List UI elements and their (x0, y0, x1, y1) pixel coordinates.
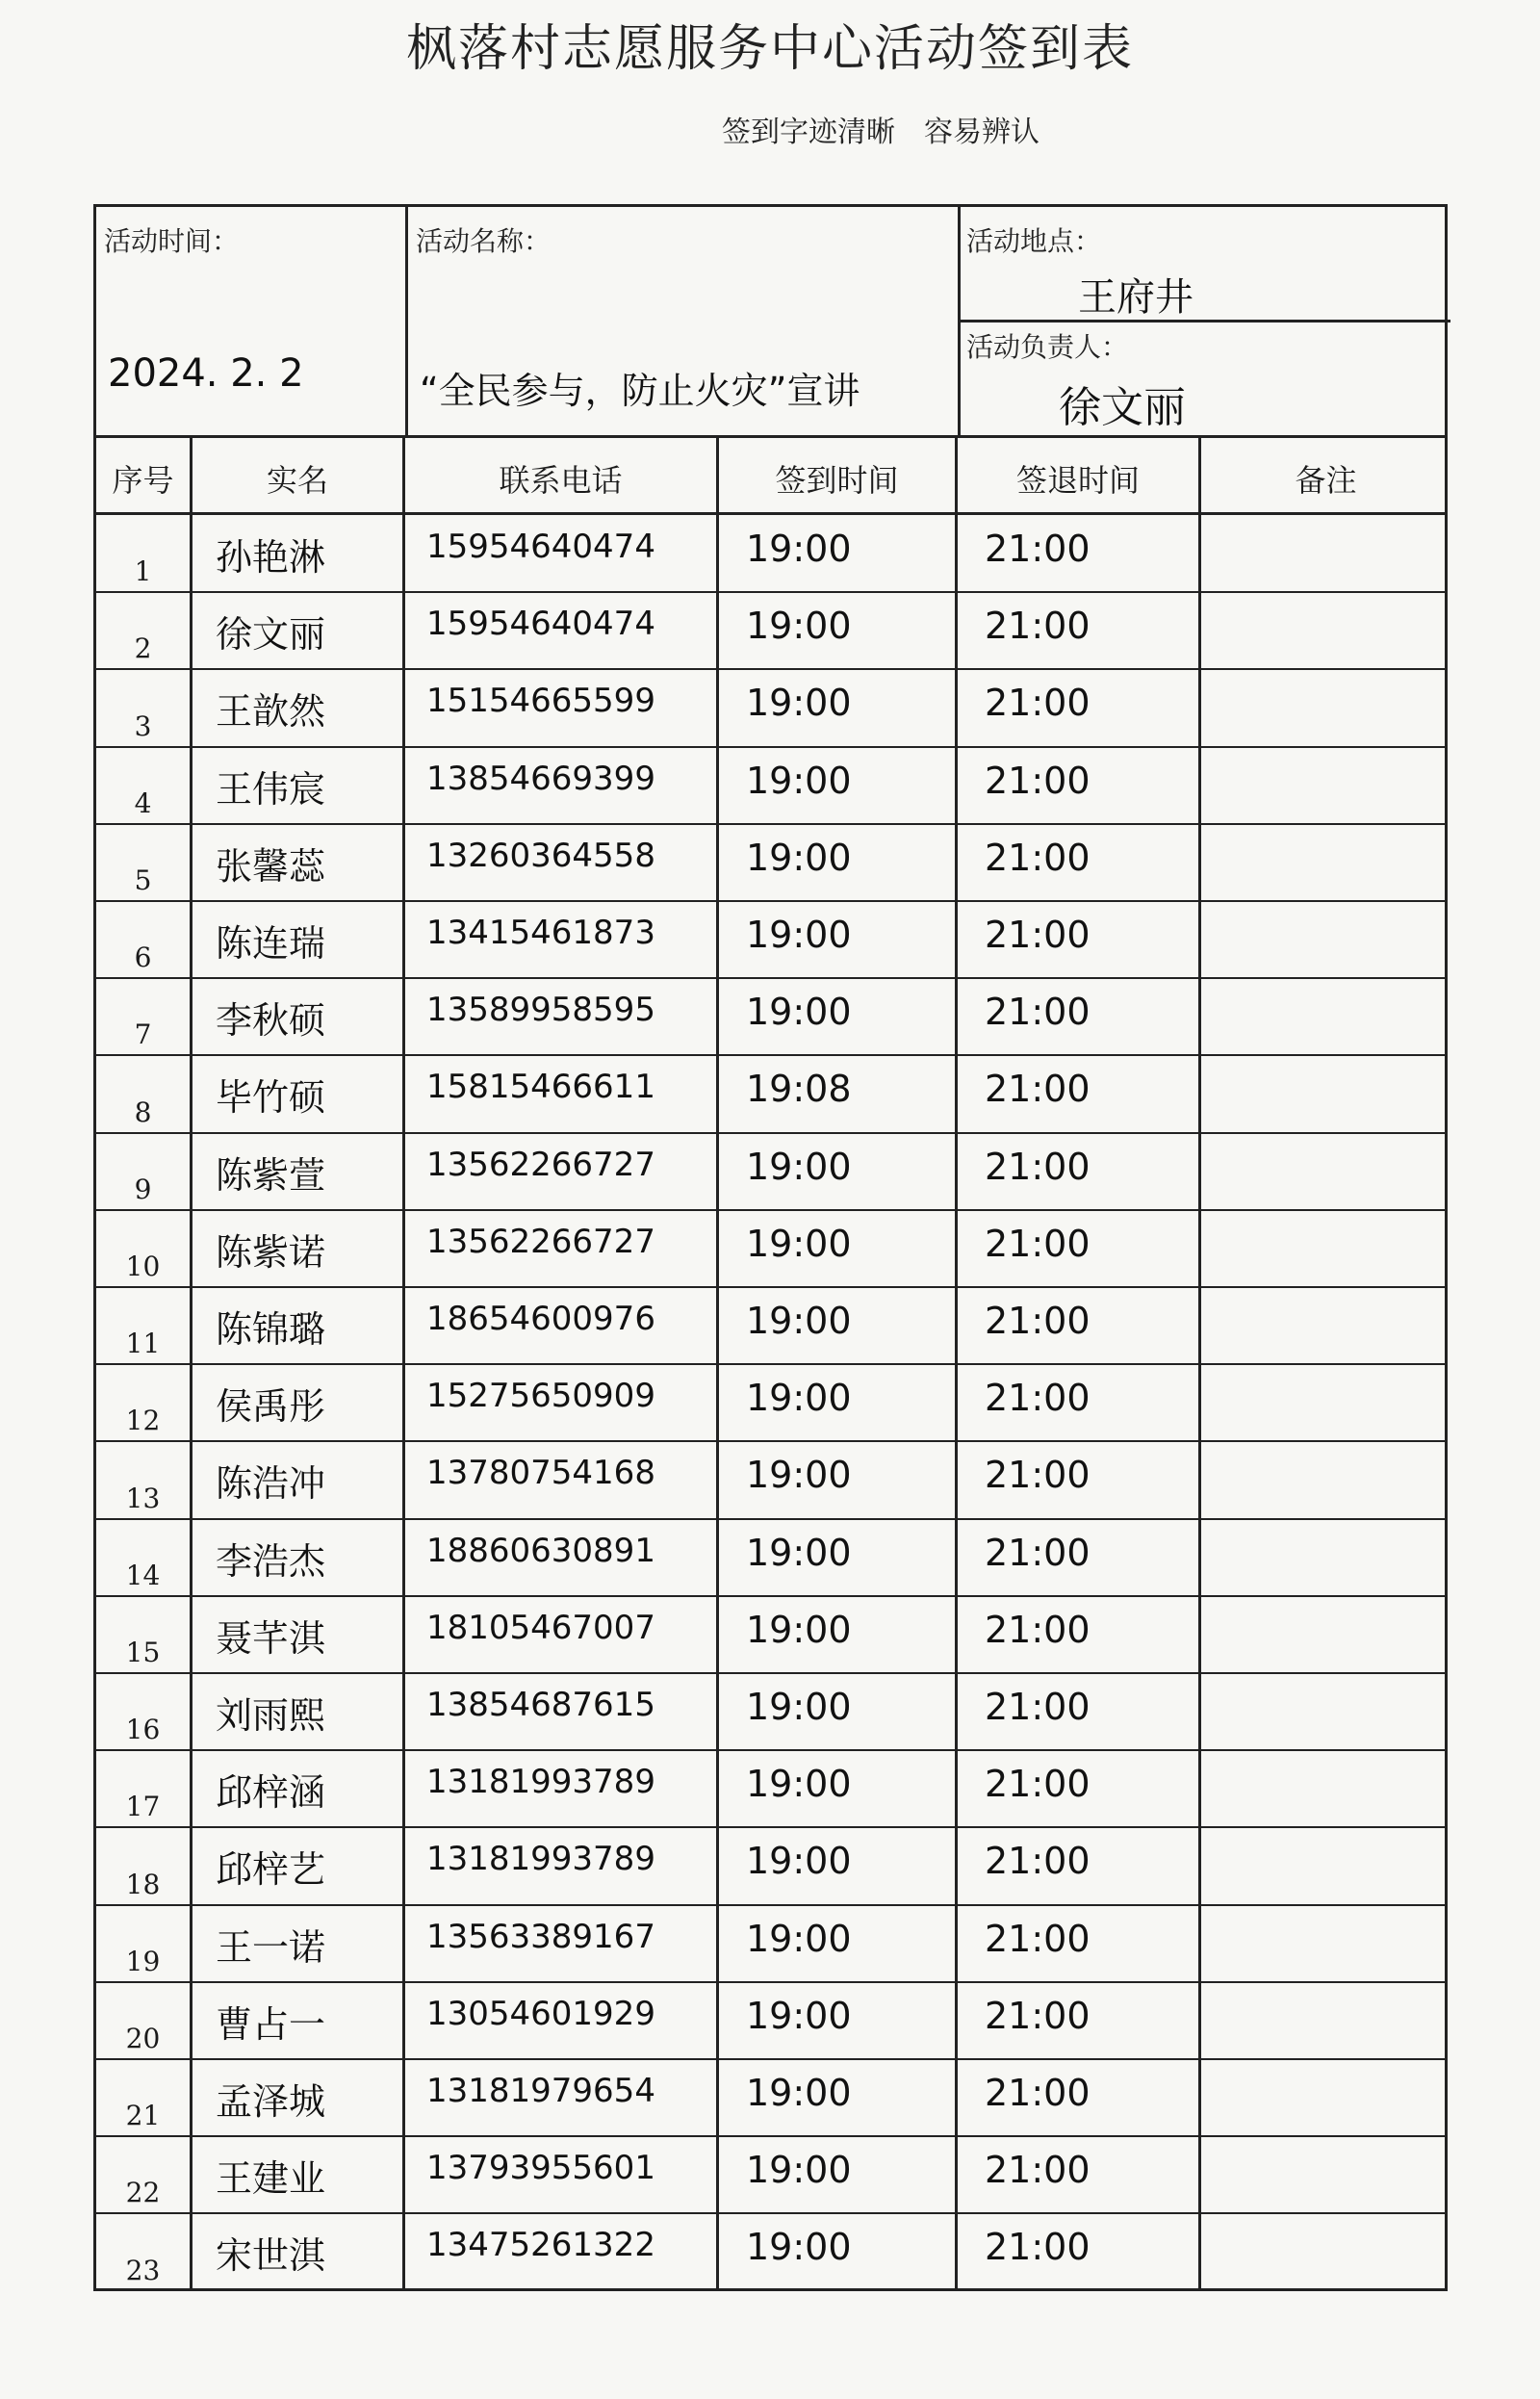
row-name: 刘雨熙 (216, 1694, 326, 1737)
table-row (96, 1518, 1445, 1597)
row-name: 李浩杰 (216, 1539, 326, 1583)
activity-leader-value: 徐文丽 (1059, 383, 1186, 432)
activity-info (96, 207, 1445, 438)
row-number: 14 (125, 1559, 161, 1591)
row-phone: 13563389167 (426, 1917, 655, 1956)
row-checkin-time: 19:08 (746, 1068, 852, 1111)
row-number: 1 (134, 555, 152, 588)
table-row (96, 1363, 1445, 1442)
activity-time-label: 活动时间： (104, 225, 240, 257)
row-checkout-time: 21:00 (985, 759, 1091, 802)
row-checkout-time: 21:00 (985, 682, 1091, 725)
header-name: 实名 (266, 462, 328, 499)
table-row (96, 2135, 1445, 2214)
row-number: 4 (134, 787, 152, 819)
row-checkout-time: 21:00 (985, 2226, 1091, 2269)
table-header (96, 435, 1445, 515)
row-checkout-time: 21:00 (985, 1454, 1091, 1497)
row-checkin-time: 19:00 (746, 2072, 852, 2114)
header-phone: 联系电话 (499, 462, 623, 499)
row-checkout-time: 21:00 (985, 1608, 1091, 1651)
table-row (96, 514, 1445, 593)
row-checkin-time: 19:00 (746, 528, 852, 570)
table-row (96, 591, 1445, 670)
row-checkin-time: 19:00 (746, 1917, 852, 1960)
row-number: 19 (125, 1945, 161, 1977)
row-name: 孟泽城 (216, 2080, 326, 2123)
row-checkin-time: 19:00 (746, 682, 852, 725)
row-checkin-time: 19:00 (746, 1608, 852, 1651)
row-number: 13 (125, 1482, 161, 1514)
table-row (96, 823, 1445, 902)
row-checkout-time: 21:00 (985, 1994, 1091, 2037)
row-phone: 15954640474 (426, 528, 655, 566)
row-checkin-time: 19:00 (746, 1994, 852, 2037)
row-number: 20 (125, 2022, 161, 2054)
header-no: 序号 (112, 462, 174, 499)
row-number: 6 (134, 942, 152, 974)
info-divider-1 (405, 207, 408, 435)
row-number: 10 (125, 1250, 161, 1282)
row-checkout-time: 21:00 (985, 605, 1091, 648)
row-checkout-time: 21:00 (985, 1300, 1091, 1342)
row-phone: 13181993789 (426, 1840, 655, 1879)
header-note: 备注 (1295, 462, 1357, 499)
table-row (96, 1981, 1445, 2060)
row-number: 3 (134, 709, 152, 742)
row-checkout-time: 21:00 (985, 836, 1091, 879)
row-checkout-time: 21:00 (985, 1222, 1091, 1265)
row-number: 2 (134, 632, 152, 665)
table-row (96, 668, 1445, 747)
table-row (96, 1826, 1445, 1905)
row-number: 21 (125, 2100, 161, 2132)
row-name: 侯禹彤 (216, 1385, 326, 1429)
row-number: 11 (125, 1328, 161, 1360)
row-number: 7 (134, 1019, 152, 1051)
row-checkin-time: 19:00 (746, 2226, 852, 2269)
row-checkout-time: 21:00 (985, 1377, 1091, 1420)
row-name: 宋世淇 (216, 2234, 326, 2278)
row-checkin-time: 19:00 (746, 991, 852, 1034)
table-row (96, 1440, 1445, 1519)
row-checkin-time: 19:00 (746, 2149, 852, 2192)
row-checkout-time: 21:00 (985, 528, 1091, 570)
row-name: 李秋硕 (216, 999, 326, 1043)
row-phone: 18105467007 (426, 1608, 655, 1647)
header-checkin: 签到时间 (775, 462, 899, 499)
row-checkout-time: 21:00 (985, 1068, 1091, 1111)
row-phone: 13562266727 (426, 1222, 655, 1261)
page-title: 枫落村志愿服务中心活动签到表 (405, 20, 1134, 78)
row-checkin-time: 19:00 (746, 759, 852, 802)
row-number: 15 (125, 1636, 161, 1668)
row-name: 徐文丽 (216, 613, 326, 657)
table-row (96, 1595, 1445, 1674)
row-checkout-time: 21:00 (985, 914, 1091, 956)
row-checkin-time: 19:00 (746, 1686, 852, 1728)
row-name: 陈锦璐 (216, 1308, 326, 1351)
row-phone: 15954640474 (426, 605, 655, 644)
row-name: 陈连瑞 (216, 922, 326, 965)
row-checkout-time: 21:00 (985, 1840, 1091, 1883)
row-name: 曹占一 (216, 2002, 326, 2046)
row-checkin-time: 19:00 (746, 1840, 852, 1883)
row-checkin-time: 19:00 (746, 1531, 852, 1574)
row-phone: 15275650909 (426, 1377, 655, 1416)
table-row (96, 1904, 1445, 1983)
row-checkin-time: 19:00 (746, 605, 852, 648)
table-row (96, 1209, 1445, 1288)
info-divider-3 (958, 320, 1450, 322)
row-phone: 13562266727 (426, 1145, 655, 1184)
table-row (96, 1749, 1445, 1828)
table-row (96, 2212, 1445, 2289)
row-phone: 13589958595 (426, 991, 655, 1030)
row-name: 聂芊淇 (216, 1616, 326, 1660)
row-checkin-time: 19:00 (746, 1145, 852, 1188)
row-number: 9 (134, 1173, 152, 1205)
row-checkin-time: 19:00 (746, 1377, 852, 1420)
table-row (96, 746, 1445, 825)
row-phone: 13780754168 (426, 1454, 655, 1493)
row-phone: 13854687615 (426, 1686, 655, 1724)
row-name: 王歆然 (216, 690, 326, 734)
signin-sheet (93, 204, 1448, 2291)
table-row (96, 1672, 1445, 1751)
row-phone: 13054601929 (426, 1994, 655, 2033)
row-phone: 15815466611 (426, 1068, 655, 1107)
table-row (96, 1054, 1445, 1133)
row-checkout-time: 21:00 (985, 1686, 1091, 1728)
row-checkin-time: 19:00 (746, 1300, 852, 1342)
table-row (96, 1286, 1445, 1365)
header-checkout: 签退时间 (1015, 462, 1140, 499)
row-phone: 13854669399 (426, 759, 655, 798)
row-name: 王伟宸 (216, 767, 326, 811)
row-checkout-time: 21:00 (985, 1763, 1091, 1806)
row-checkout-time: 21:00 (985, 1145, 1091, 1188)
table-row (96, 1132, 1445, 1211)
row-number: 18 (125, 1868, 161, 1900)
row-number: 23 (125, 2254, 161, 2286)
row-number: 16 (125, 1714, 161, 1746)
row-checkout-time: 21:00 (985, 2149, 1091, 2192)
row-checkin-time: 19:00 (746, 836, 852, 879)
row-phone: 15154665599 (426, 682, 655, 721)
row-phone: 18860630891 (426, 1531, 655, 1570)
row-phone: 13181979654 (426, 2072, 655, 2110)
row-name: 张馨蕊 (216, 844, 326, 888)
row-checkin-time: 19:00 (746, 1763, 852, 1806)
row-name: 陈浩冲 (216, 1462, 326, 1506)
activity-time-value: 2024. 2. 2 (108, 351, 304, 396)
row-name: 毕竹硕 (216, 1076, 326, 1120)
row-phone: 13260364558 (426, 836, 655, 875)
row-name: 邱梓艺 (216, 1848, 326, 1892)
activity-leader-label: 活动负责人： (966, 331, 1129, 363)
row-name: 王建业 (216, 2157, 326, 2201)
table-row (96, 977, 1445, 1056)
activity-place-value: 王府井 (1078, 275, 1194, 320)
row-number: 5 (134, 864, 152, 896)
row-phone: 13181993789 (426, 1763, 655, 1802)
row-checkin-time: 19:00 (746, 1454, 852, 1497)
row-name: 孙艳淋 (216, 536, 326, 579)
activity-place-label: 活动地点： (966, 225, 1102, 257)
row-name: 陈紫诺 (216, 1230, 326, 1274)
row-name: 邱梓涵 (216, 1771, 326, 1815)
row-phone: 18654600976 (426, 1300, 655, 1338)
row-checkout-time: 21:00 (985, 991, 1091, 1034)
row-number: 22 (125, 2177, 161, 2209)
row-name: 陈紫萱 (216, 1153, 326, 1197)
row-phone: 13475261322 (426, 2226, 655, 2265)
row-name: 王一诺 (216, 1925, 326, 1969)
row-number: 8 (134, 1096, 152, 1128)
row-checkin-time: 19:00 (746, 1222, 852, 1265)
row-checkout-time: 21:00 (985, 2072, 1091, 2114)
row-number: 12 (125, 1405, 161, 1437)
table-row (96, 2058, 1445, 2137)
activity-name-value: “全民参与，防止火灾”宣讲 (420, 370, 860, 412)
row-phone: 13415461873 (426, 914, 655, 952)
row-phone: 13793955601 (426, 2149, 655, 2188)
row-checkout-time: 21:00 (985, 1917, 1091, 1960)
row-checkin-time: 19:00 (746, 914, 852, 956)
page-subtitle: 签到字迹清晰 容易辨认 (722, 116, 1040, 149)
row-checkout-time: 21:00 (985, 1531, 1091, 1574)
activity-name-label: 活动名称： (416, 225, 552, 257)
table-row (96, 900, 1445, 979)
row-number: 17 (125, 1791, 161, 1823)
